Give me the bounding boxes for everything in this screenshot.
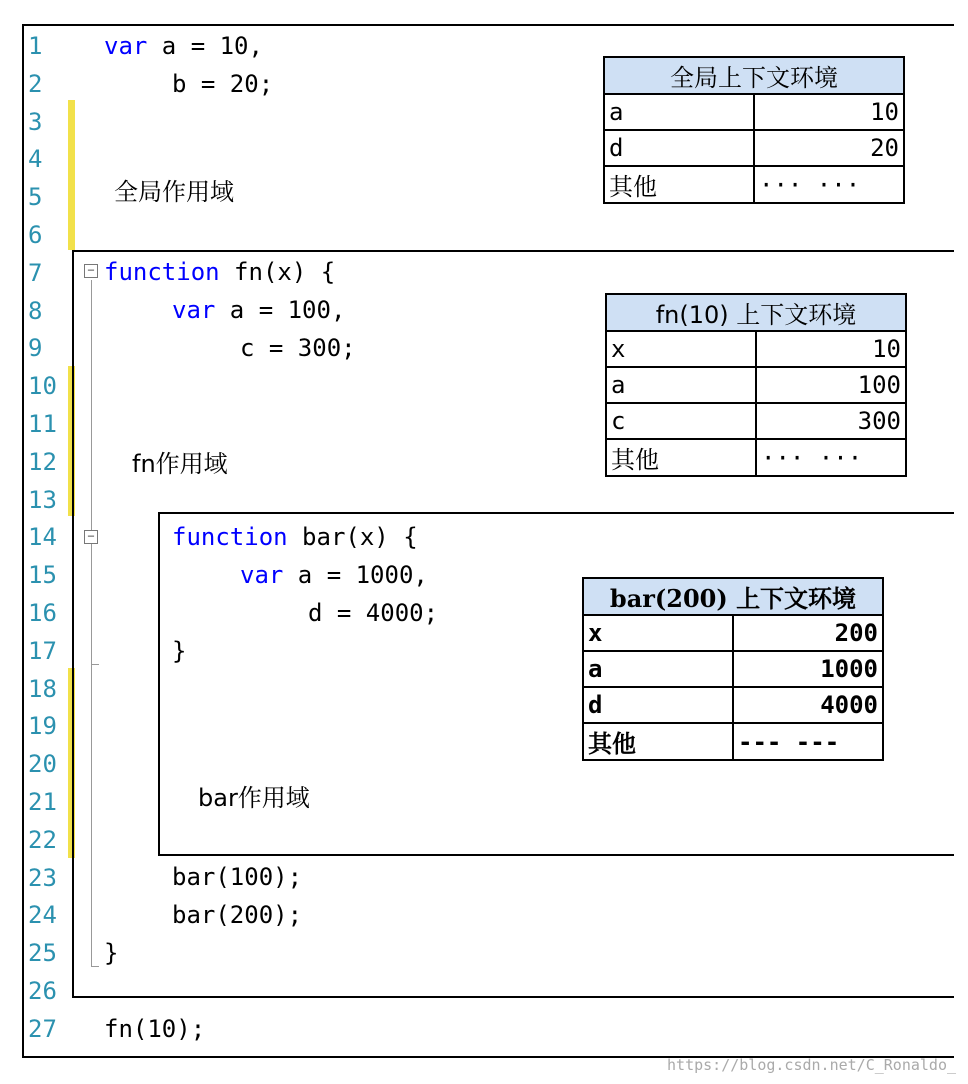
- code-text: a = 100,: [215, 296, 346, 324]
- watermark: https://blog.csdn.net/C_Ronaldo_: [667, 1056, 956, 1074]
- line-number: 10: [28, 372, 57, 401]
- table-key: d: [604, 130, 754, 166]
- line-number: 12: [28, 447, 57, 476]
- table-value: 20: [754, 130, 904, 166]
- line-number: 21: [28, 788, 57, 816]
- line-number: 9: [28, 334, 43, 363]
- table-row: [606, 367, 906, 403]
- table-row: [604, 166, 904, 203]
- line-number: 6: [28, 221, 43, 249]
- table-row: [583, 723, 883, 760]
- table-key: a: [604, 94, 754, 130]
- code-line-8: [172, 291, 345, 329]
- line-number: 8: [28, 296, 43, 325]
- fold-toggle-bar[interactable]: [84, 530, 98, 544]
- table-value: ··· ···: [754, 166, 904, 203]
- line-number: 5: [28, 183, 43, 212]
- minus-box-icon: −: [87, 529, 95, 543]
- change-bar: [68, 100, 75, 250]
- line-number: 1: [28, 32, 43, 60]
- table-value: 10: [756, 331, 906, 367]
- table-title: 全局上下文环境: [604, 57, 904, 94]
- line-number: 20: [28, 750, 57, 779]
- table-value: 4000: [733, 687, 883, 723]
- keyword: function: [172, 523, 288, 551]
- table-value: 300: [756, 403, 906, 439]
- table-key: 其他: [604, 166, 754, 203]
- line-number: 22: [28, 825, 57, 854]
- code-line-15: [240, 556, 428, 594]
- code-line-16: d = 4000;: [308, 599, 439, 627]
- table-row: [583, 687, 883, 723]
- table-title: fn(10) 上下文环境: [606, 294, 906, 331]
- fold-guide-end: [91, 966, 99, 967]
- table-value: --- ---: [733, 723, 883, 760]
- table-value: 100: [756, 367, 906, 403]
- code-line-27: fn(10);: [104, 1015, 206, 1043]
- table-row: [583, 615, 883, 651]
- line-number: 13: [28, 485, 57, 514]
- fn-scope-label: fn作用域: [132, 450, 228, 478]
- keyword: var: [240, 561, 284, 589]
- table-title: bar(200) 上下文环境: [583, 578, 883, 615]
- table-key: x: [606, 331, 756, 367]
- table-row: [604, 130, 904, 166]
- code-text: a = 1000,: [283, 561, 428, 589]
- line-number: 16: [28, 599, 57, 627]
- code-line-23: bar(100);: [172, 863, 303, 891]
- fold-guide: [91, 280, 92, 966]
- table-key: a: [583, 651, 733, 687]
- minus-box-icon: −: [87, 263, 95, 277]
- line-number: 25: [28, 939, 57, 968]
- line-number: 3: [28, 107, 43, 136]
- table-row: [604, 94, 904, 130]
- table-row: [606, 331, 906, 367]
- table-value: ··· ···: [756, 439, 906, 476]
- line-number: 18: [28, 674, 57, 703]
- line-number: 11: [28, 410, 57, 438]
- line-number: 15: [28, 561, 57, 590]
- code-line-9: c = 300;: [240, 334, 356, 362]
- line-number: 23: [28, 863, 57, 892]
- code-text: fn(x) {: [219, 258, 336, 286]
- fold-guide-end: [91, 664, 99, 665]
- table-key: 其他: [583, 723, 733, 760]
- global-scope-label: 全局作用域: [114, 178, 234, 206]
- table-value: 10: [754, 94, 904, 130]
- code-line-1: [104, 27, 263, 65]
- table-key: d: [583, 687, 733, 723]
- code-line-25: }: [104, 939, 119, 967]
- line-number: 24: [28, 901, 57, 930]
- code-line-17: }: [172, 637, 187, 665]
- line-number: 19: [28, 712, 57, 741]
- table-row: [606, 439, 906, 476]
- table-key: a: [606, 367, 756, 403]
- line-number: 4: [28, 145, 43, 174]
- line-number: 2: [28, 69, 43, 98]
- table-value: 200: [733, 615, 883, 651]
- code-line-2: b = 20;: [172, 70, 274, 98]
- line-number: 26: [28, 977, 57, 1005]
- bar-context-table: [582, 577, 884, 761]
- keyword: var: [104, 32, 148, 60]
- line-number: 7: [28, 258, 43, 287]
- table-key: x: [583, 615, 733, 651]
- keyword: var: [172, 296, 216, 324]
- fold-toggle-fn[interactable]: [84, 264, 98, 278]
- table-key: 其他: [606, 439, 756, 476]
- fn-context-table: [605, 293, 907, 477]
- code-line-14: [172, 518, 418, 556]
- line-number: 14: [28, 523, 57, 552]
- code-line-24: bar(200);: [172, 901, 303, 929]
- keyword: function: [104, 258, 220, 286]
- code-text: bar(x) {: [287, 523, 418, 551]
- bar-scope-label: bar作用域: [198, 784, 310, 812]
- table-row: [583, 651, 883, 687]
- line-number: 27: [28, 1014, 57, 1043]
- line-number: 17: [28, 636, 57, 665]
- table-value: 1000: [733, 651, 883, 687]
- table-key: c: [606, 403, 756, 439]
- table-row: [606, 403, 906, 439]
- code-line-7: [104, 253, 335, 291]
- code-text: a = 10,: [147, 32, 263, 60]
- global-context-table: [603, 56, 905, 204]
